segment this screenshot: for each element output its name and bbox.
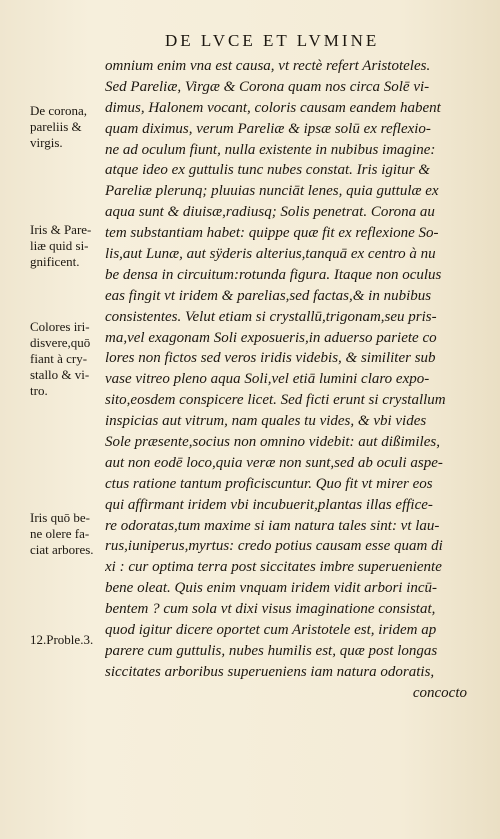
text-line: ctus ratione tantum proficiscuntur. Quo fit vt mirer eos <box>105 475 433 492</box>
margin-note-line: virgis. <box>30 135 63 150</box>
margin-note-line: gnificent. <box>30 254 80 269</box>
text-line: sito,eosdem conspicere licet. Sed ficti erunt si crystallum <box>105 392 446 409</box>
text-line: eas fingit vt iridem & parelias,sed factas,& in nubibus <box>105 287 432 304</box>
text-line: atque ideo ex guttulis tunc nubes constat. Iris igitur & <box>105 162 430 179</box>
text-line: inspicias aut vitrum, nam quales tu vides, & vbi vides <box>105 413 427 430</box>
margin-note-iris-pareliae <box>30 222 110 270</box>
main-text <box>105 56 497 704</box>
text-line: omnium enim vna est causa, vt rectè refert Aristoteles. <box>105 58 431 74</box>
text-line: Pareliæ plerunq; pluuias nunciāt lenes, quia guttulæ ex <box>105 183 439 200</box>
catchword: concocto <box>412 684 467 701</box>
text-line: quam diximus, verum Pareliæ & ipsæ solū ex reflexio- <box>105 120 431 137</box>
text-line: bentem ? cum sola vt dixi visus imaginatione consistat, <box>105 601 436 618</box>
text-line: ne ad oculum fiunt, nulla existente in nubibus imagine: <box>105 141 436 158</box>
margin-note-line: Colores iri- <box>30 319 90 334</box>
margin-note-line: De corona, <box>30 103 88 118</box>
text-line: lores non fictos sed veros iridis videbis, & similiter sub <box>105 350 436 367</box>
text-line: aut non eodē loco,quia veræ non sunt,sed ab oculi aspe- <box>105 454 443 471</box>
running-head: DE LVCE ET LVMINE <box>165 31 380 50</box>
margin-note-line: liæ quid si- <box>30 238 89 253</box>
margin-note-line: disvere,quō <box>30 335 91 350</box>
text-line: tem substantiam habet: quippe quæ fit ex reflexione So- <box>105 225 439 242</box>
margin-note-line: fiant à cry- <box>30 351 88 366</box>
text-line: xi : cur optima terra post siccitates imbre superueniente <box>105 559 442 576</box>
margin-note-line: Iris quō be- <box>30 510 90 525</box>
text-line: parere cum guttulis, nubes humilis est, quæ post longas <box>105 642 438 659</box>
text-line: vase vitreo pleno aqua Soli,vel etiā lumini claro expo- <box>105 371 430 388</box>
margin-note-corona <box>30 103 110 151</box>
margin-note-line: pareliis & <box>30 119 82 134</box>
margin-note-iris-olere <box>30 510 110 558</box>
margin-note-line: ne olere fa- <box>30 526 90 541</box>
text-line: re odoratas,tum maxime si iam natura tales sint: vt lau- <box>105 517 440 534</box>
margin-note-colores <box>30 319 110 399</box>
text-line: quod igitur dicere oportet cum Aristotele est, iridem ap <box>105 622 437 639</box>
text-line: lis,aut Lunæ, aut sÿderis alterius,tanquā ex centro à nu <box>105 246 436 263</box>
margin-note-line: stallo & vi- <box>30 367 90 382</box>
text-line: bene oleat. Quis enim vnquam iridem vidit arbori incū- <box>105 580 438 597</box>
text-line: Sed Pareliæ, Virgæ & Corona quam nos circa Solē vi- <box>105 78 430 95</box>
text-line: siccitates arboribus superueniens iam natura odoratis, <box>105 663 435 680</box>
margin-note-line: 12.Proble.3. <box>30 632 94 647</box>
text-line: dimus, Halonem vocant, coloris causam eandem habent <box>105 99 441 116</box>
text-line: qui affirmant iridem vbi incubuerit,plantas illas effice- <box>105 496 433 513</box>
text-line: rus,iuniperus,myrtus: credo potius causam esse quam di <box>105 538 443 555</box>
margin-note-problema <box>30 632 110 648</box>
margin-note-line: ciat arbores. <box>30 542 94 557</box>
margin-note-line: Iris & Pare- <box>30 222 92 237</box>
text-line: consistentes. Velut etiam si crystallū,trigonam,seu pris- <box>105 308 437 325</box>
margin-notes <box>0 0 105 839</box>
text-line: Sole præsente,socius non omnino videbit: aut dißimiles, <box>105 434 440 451</box>
text-line: be densa in circuitum:rotunda figura. Itaque non oculus <box>105 266 442 283</box>
text-line: aqua sunt & diuisæ,radiusq; Solis penetrat. Corona au <box>105 204 435 221</box>
margin-note-line: tro. <box>30 383 48 398</box>
text-line: ma,vel exagonam Soli exposueris,in aduerso pariete co <box>105 329 437 346</box>
